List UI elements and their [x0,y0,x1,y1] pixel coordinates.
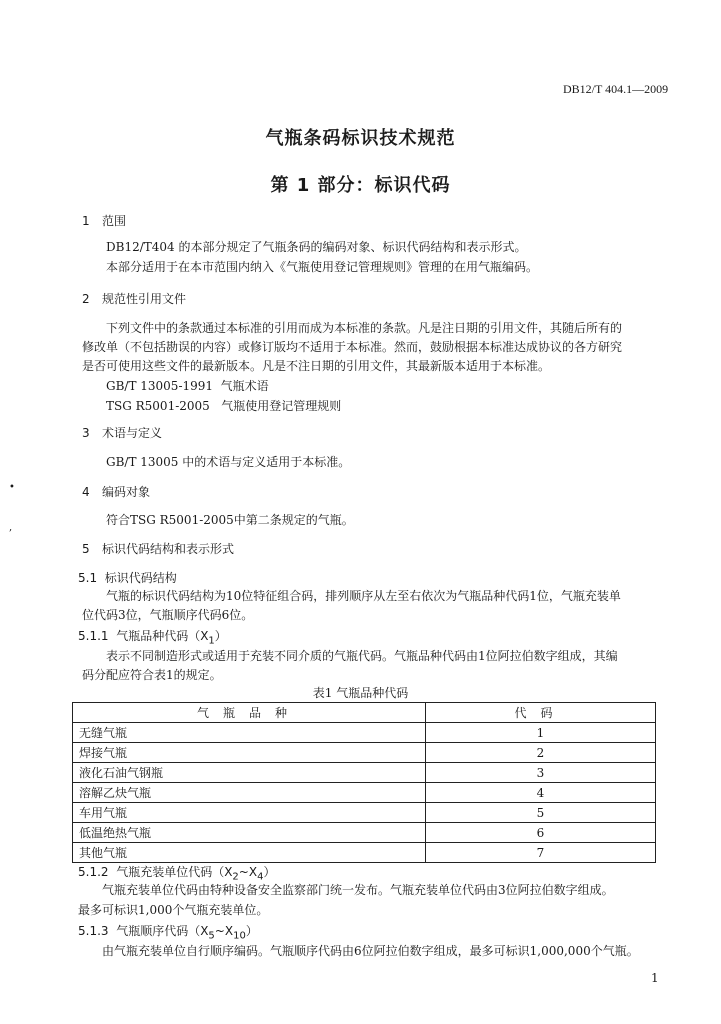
subscript: 10 [233,930,246,942]
paragraph: 符合TSG R5001-2005中第二条规定的气瓶。 [106,513,354,527]
subsection-title: 气瓶充装单位代码（X [116,865,233,879]
page-number: 1 [651,971,659,985]
paragraph-line: 气瓶充装单位代码由特种设备安全监察部门统一发布。气瓶充装单位代码由3位阿拉伯数字组成。 [102,883,614,897]
subsection-number: 5.1.2 [78,865,109,879]
section-3-heading [82,424,162,441]
paragraph-line: 最多可标识1,000个气瓶充装单位。 [78,903,269,917]
section-number: 5 [82,542,90,556]
table-row [73,763,656,783]
table-row [73,823,656,843]
table-cell: 焊接气瓶 [73,743,426,763]
table-cell: 4 [426,783,656,803]
subsection-5-1-heading [78,569,177,586]
table-cell: 2 [426,743,656,763]
table-cell: 其他气瓶 [73,843,426,863]
subsection-title: 气瓶顺序代码（X [116,924,209,938]
table-header-row [73,703,656,723]
subsection-5-1-1-heading [78,627,227,646]
section-5-heading [82,540,234,557]
table-cell: 车用气瓶 [73,803,426,823]
section-title: 编码对象 [102,485,151,499]
subscript: 5 [208,930,215,942]
table-row [73,803,656,823]
table-caption: 表1 气瓶品种代码 [312,686,409,700]
table-cell: 无缝气瓶 [73,723,426,743]
subscript: 2 [232,871,239,883]
reference-item: GB/T 13005-1991 气瓶术语 [106,379,269,393]
section-1-heading [82,212,126,229]
subsection-title-close: ） [214,629,227,643]
species-code-table [72,702,656,863]
paragraph: DB12/T404 的本部分规定了气瓶条码的编码对象、标识代码结构和表示形式。 [106,240,527,254]
paragraph: 本部分适用于在本市范围内纳入《气瓶使用登记管理规则》管理的在用气瓶编码。 [106,260,539,274]
table-cell: 6 [426,823,656,843]
subsection-title: 标识代码结构 [104,571,177,585]
subsection-title-mid: ~X [214,924,234,938]
section-number: 4 [82,485,90,499]
paragraph-line: 修改单（不包括勘误的内容）或修订版均不适用于本标准。然而，鼓励根据本标准达成协议的各方研究 [82,340,623,354]
subsection-5-1-3-heading [78,922,258,941]
table-cell: 低温绝热气瓶 [73,823,426,843]
table-row [73,723,656,743]
paragraph-line: 气瓶的标识代码结构为10位特征组合码，排列顺序从左至右依次为气瓶品种代码1位，气瓶充装单 [106,589,621,603]
subsection-title-mid: ~X [238,865,258,879]
section-number: 3 [82,426,90,440]
paragraph-line: 码分配应符合表1的规定。 [82,668,222,682]
table-cell: 7 [426,843,656,863]
paragraph-line: 下列文件中的条款通过本标准的引用而成为本标准的条款。凡是注日期的引用文件，其随后所有的 [106,321,623,335]
paragraph: 由气瓶充装单位自行顺序编码。气瓶顺序代码由6位阿拉伯数字组成，最多可标识1,000,000个气瓶。 [102,944,639,958]
table-cell: 3 [426,763,656,783]
standard-number: DB12/T 404.1—2009 [563,82,669,96]
subsection-number: 5.1.3 [78,924,109,938]
paragraph-line: 是否可使用这些文件的最新版本。凡是不注日期的引用文件，其最新版本适用于本标准。 [82,359,551,373]
subsection-number: 5.1 [78,571,98,585]
subsection-title-close: ） [263,865,276,879]
table-row [73,743,656,763]
document-subtitle: 第 1 部分：标识代码 [270,175,451,196]
section-2-heading [82,290,186,307]
subscript: 1 [208,635,215,647]
subsection-number: 5.1.1 [78,629,109,643]
section-title: 范围 [102,214,127,228]
section-number: 1 [82,214,90,228]
section-title: 规范性引用文件 [102,292,187,306]
paragraph-line: 表示不同制造形式或适用于充装不同介质的气瓶代码。气瓶品种代码由1位阿拉伯数字组成，其编 [106,649,618,663]
subscript: 4 [257,871,264,883]
margin-mark: , [9,522,13,533]
column-header: 代码 [426,703,656,723]
table-cell: 液化石油气钢瓶 [73,763,426,783]
section-title: 标识代码结构和表示形式 [102,542,235,556]
paragraph: GB/T 13005 中的术语与定义适用于本标准。 [106,455,351,469]
column-header: 气瓶品种 [73,703,426,723]
subsection-title-close: ） [245,924,258,938]
section-number: 2 [82,292,90,306]
subsection-title: 气瓶品种代码（X [116,629,209,643]
table-row [73,783,656,803]
table-row [73,843,656,863]
table-cell: 1 [426,723,656,743]
document-title: 气瓶条码标识技术规范 [265,128,456,149]
reference-item: TSG R5001-2005 气瓶使用登记管理规则 [106,399,342,413]
table-cell: 溶解乙炔气瓶 [73,783,426,803]
section-title: 术语与定义 [102,426,163,440]
section-4-heading [82,483,150,500]
table-cell: 5 [426,803,656,823]
margin-mark: • [9,482,15,493]
paragraph-line: 位代码3位，气瓶顺序代码6位。 [82,608,254,622]
